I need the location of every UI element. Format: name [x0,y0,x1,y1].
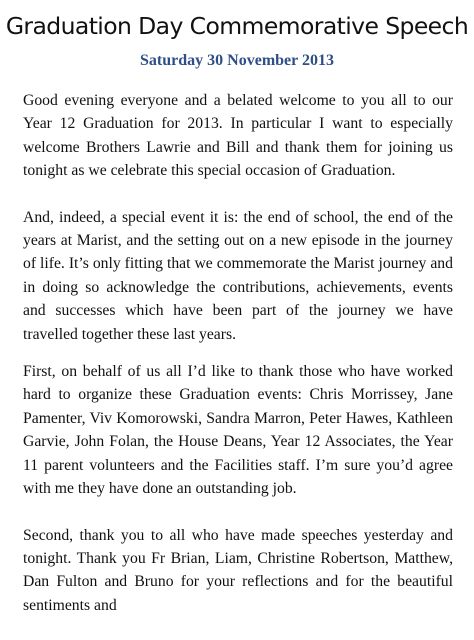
document-title: Graduation Day Commemorative Speech [5,12,469,40]
paragraph-welcome: Good evening everyone and a belated welcome to you all to our Year 12 Graduation for 2013. In particular I want to especially welcome Brothers Lawrie and Bill and thank them for joining us tonight as we celebrate this special occasion of Graduation. [23,92,453,180]
paragraph-special-event: And, indeed, a special event it is: the end of school, the end of the years at Marist, and the setting out on a new episode in the journey of life. It’s only fitting that we commemorate the Marist journey and in doing so acknowledge the contributions, achievements, events and successes which have been part of the journey we have travelled together these last years. [23,208,453,343]
paragraph-thanks-speakers: Second, thank you to all who have made speeches yesterday and tonight. Thank you Fr Brian, Liam, Christine Robertson, Matthew, Dan Fulton and Bruno for your reflections and for the beautiful sentiments and [23,526,453,614]
speech-date: Saturday 30 November 2013 [140,52,334,69]
paragraph-thanks-organizers: First, on behalf of us all I’d like to thank those who have worked hard to organize these Graduation events: Chris Morrissey, Jane Pamenter, Viv Komorowski, Sandra Marron, Peter Hawes, Kathleen Garvie, John Folan, the House Deans, Year 12 Associates, the Year 11 parent volunteers and the Facilities staff. I’m sure you’d agree with me they have done an outstanding job. [23,363,453,498]
speech-body [23,89,453,640]
